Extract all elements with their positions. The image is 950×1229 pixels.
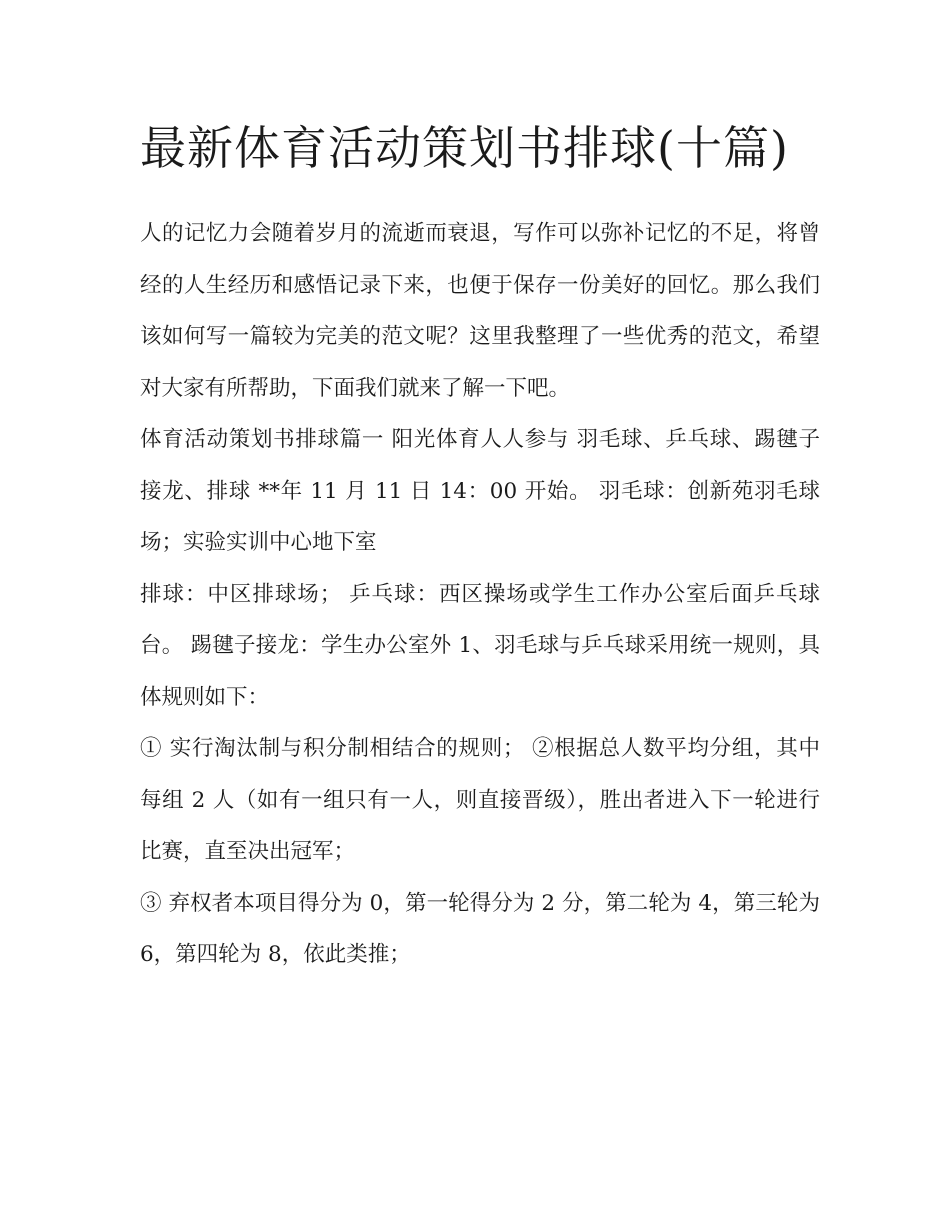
venue-paragraph: 排球：中区排球场； 乒乓球：西区操场或学生工作办公室后面乒乓球台。 踢毽子接龙：学生办公室外 1、羽毛球与乒乓球采用统一规则，具体规则如下： xyxy=(140,581,820,710)
document-page xyxy=(140,110,820,981)
document-title: 最新体育活动策划书排球(十篇) xyxy=(140,121,789,175)
activity-paragraph: 体育活动策划书排球篇一 阳光体育人人参与 羽毛球、乒乓球、踢毽子接龙、排球 **年 11 月 11 日 14：00 开始。 羽毛球：创新苑羽毛球场；实验实训中心地下室 xyxy=(140,427,820,555)
rule-paragraph-3: ③ 弃权者本项目得分为 0，第一轮得分为 2 分，第二轮为 4，第三轮为 6，第四轮为 8，依此类推； xyxy=(140,890,820,967)
intro-paragraph: 人的记忆力会随着岁月的流逝而衰退，写作可以弥补记忆的不足，将曾经的人生经历和感悟记录下来，也便于保存一份美好的回忆。那么我们该如何写一篇较为完美的范文呢？这里我整理了一些优秀的范文，希望对大家有所帮助，下面我们就来了解一下吧。 xyxy=(140,221,820,401)
rule-paragraph-1: ① 实行淘汰制与积分制相结合的规则； ②根据总人数平均分组，其中每组 2 人（如有一组只有一人，则直接晋级），胜出者进入下一轮进行比赛，直至决出冠军； xyxy=(140,736,820,864)
